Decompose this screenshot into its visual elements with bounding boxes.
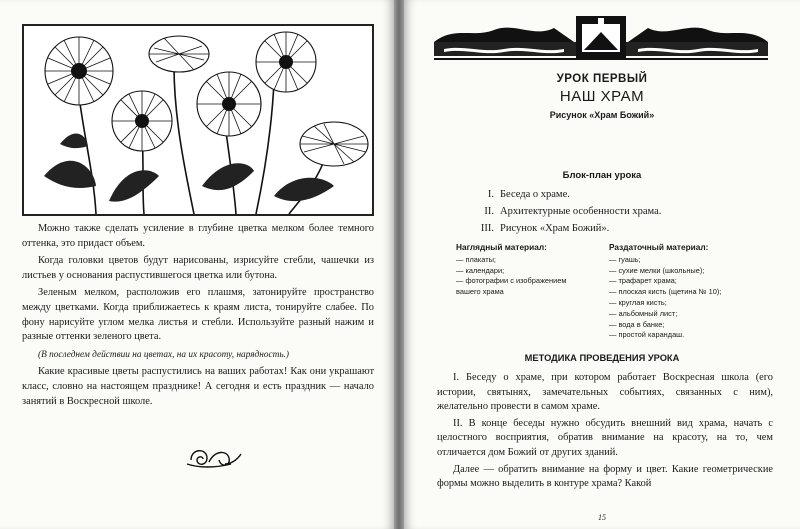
left-page-text xyxy=(22,222,374,412)
lesson-title: НАШ ХРАМ xyxy=(559,88,645,105)
handout-material-list xyxy=(609,242,759,341)
paragraph: Можно также сделать усиление в глубине цветка мелком более темного оттенка, это придаст объем. xyxy=(22,223,374,249)
plan-item-number: II. xyxy=(484,206,494,217)
book-gutter xyxy=(394,0,404,529)
plan-item xyxy=(472,203,772,220)
list-item: — сухие мелки (школьные); xyxy=(609,265,705,275)
plan-item xyxy=(472,220,772,237)
plan-item-text: Архитектурные особенности храма. xyxy=(500,206,662,217)
paragraph: Какие красивые цветы распустились на ваших работах! Как они украшают класс, словно на настоящем празднике! А сегодня и есть праздник — начало занятий в Воскресной школе. xyxy=(22,366,374,407)
list-item: — гуашь; xyxy=(609,254,641,264)
left-page xyxy=(0,0,394,529)
method-heading: МЕТОДИКА ПРОВЕДЕНИЯ УРОКА xyxy=(524,353,680,363)
paragraph: Далее — обратить внимание на форму и цвет. Какие геометрические формы можно выделить в контуре храма? Какой xyxy=(437,463,773,490)
visual-material-heading: Наглядный материал: xyxy=(456,242,547,252)
right-page xyxy=(404,0,800,529)
handout-material-heading: Раздаточный материал: xyxy=(609,242,709,252)
plan-item-text: Рисунок «Храм Божий». xyxy=(500,223,610,234)
paragraph: II. В конце беседы нужно обсудить внешний вид храма, начать с целостного восприятия, обратив внимание на красоту, на то, чем отличается дом Божий от других зданий. xyxy=(437,417,773,458)
plan-item-number: I. xyxy=(487,189,494,200)
list-item: вашего храма xyxy=(456,287,504,297)
plan-item xyxy=(472,186,772,203)
list-item: — круглая кисть; xyxy=(609,297,667,307)
list-item: — плакаты; xyxy=(456,254,496,264)
plan-item-text: Беседа о храме. xyxy=(500,189,570,200)
visual-material-list xyxy=(456,242,576,298)
list-item: — календари; xyxy=(456,265,505,275)
plan-heading: Блок-план урока xyxy=(562,170,642,181)
italic-note: (В последнем действии на цветах, на их красоту, нарядность.) xyxy=(38,349,290,360)
plan-list xyxy=(472,186,772,237)
ornament-vignette-icon xyxy=(185,440,245,470)
lesson-subtitle: Рисунок «Храм Божий» xyxy=(549,110,655,120)
list-item: — альбомный лист; xyxy=(609,308,678,318)
list-item: — трафарет храма; xyxy=(609,276,677,286)
list-item: — простой карандаш. xyxy=(609,330,685,340)
page-number: 15 xyxy=(598,513,606,522)
flower-head xyxy=(45,32,368,166)
ornamental-header xyxy=(434,12,768,64)
paragraph: Когда головки цветов будут нарисованы, изрисуйте стебли, чашечки из листьев у основания распустившегося цветка или бутона. xyxy=(22,255,374,281)
flowers-illustration xyxy=(22,24,374,216)
right-page-text xyxy=(437,371,773,494)
list-item: — фотографии с изображением xyxy=(456,276,567,286)
list-item: — вода в банке; xyxy=(609,319,665,329)
list-item: — плоская кисть (щетина № 10); xyxy=(609,287,722,297)
paragraph: I. Беседу о храме, при котором работает Воскресная школа (его истории, святынях, замечательных событиях, связанных с ним), желательно провести в самом храме. xyxy=(437,372,773,413)
plan-item-number: III. xyxy=(480,223,494,234)
lesson-label: УРОК ПЕРВЫЙ xyxy=(556,73,648,85)
paragraph: Зеленым мелком, расположив его плашмя, затонируйте пространство между цветками. Когда приближаетесь к краям листа, тонируйте слабее. По фону нарисуйте углом мелка листья и стебли. Используйте разный нажим и разные оттенки зеленого цвета. xyxy=(22,287,374,343)
